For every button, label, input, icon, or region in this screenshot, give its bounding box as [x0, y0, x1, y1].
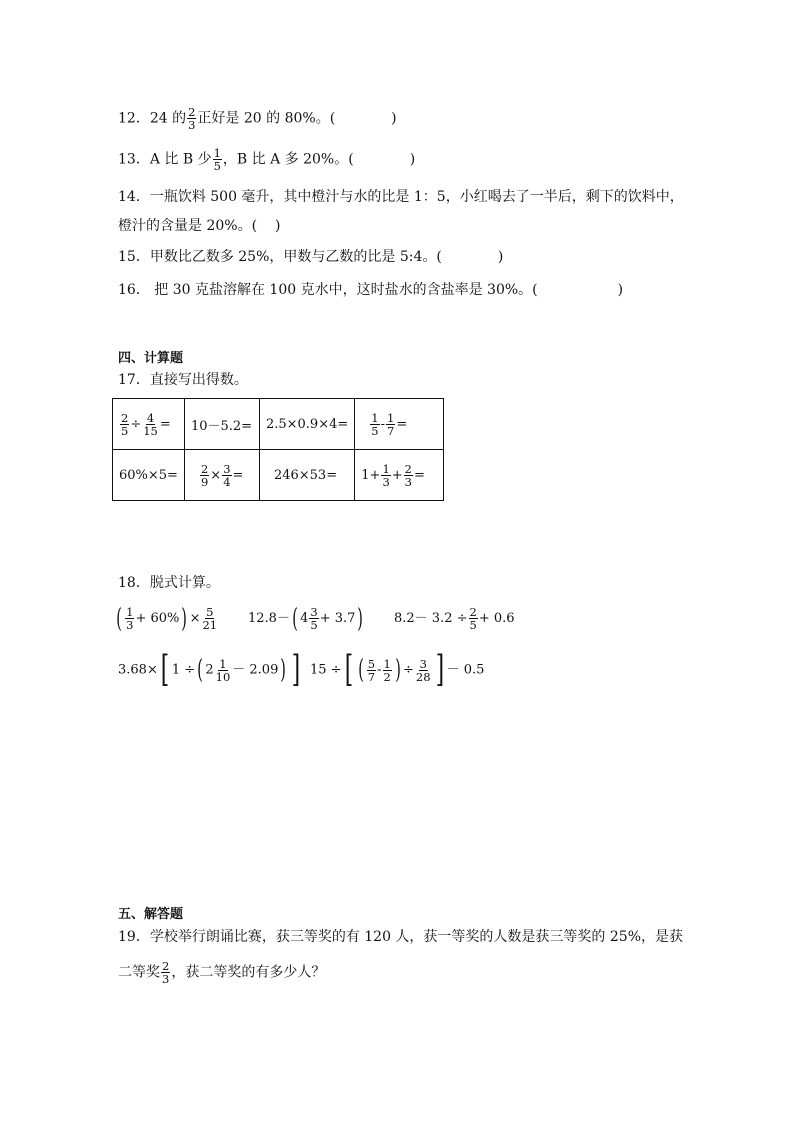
question-16: 16． 把 30 克盐溶解在 100 克水中，这时盐水的含盐率是 30%。( ) — [118, 282, 624, 298]
calc-cell-7: 246×53= — [259, 450, 354, 501]
section-5-heading: 五、解答题 — [118, 907, 184, 922]
q12-answer-paren: ) — [391, 110, 397, 127]
q13-answer-paren: ) — [409, 151, 416, 168]
question-14-line2: 橙汁的含量是 20%。( ) — [118, 218, 281, 234]
calc-cell-8: 1+ $\frac{1}{3}$ + $\frac{2}{3}$ = — [355, 450, 444, 501]
question-15: 15．甲数比乙数多 25%，甲数与乙数的比是 5:4。( ) — [118, 249, 504, 265]
calc-cell-5: 60%×5= — [113, 450, 185, 501]
expression-4: 3.68×[ 1 ÷( 2 $\frac{1}{10}$ － 2.09) ] — [118, 649, 300, 690]
calc-cell-3: 2.5×0.9×4= — [259, 399, 354, 450]
calc-table — [112, 398, 444, 501]
calc-cell-1: $\frac{2}{5}$ ÷ $\frac{4}{15}$ = — [113, 399, 185, 450]
question-13 — [118, 147, 415, 172]
question-19-line1: 19．学校举行朗诵比赛，获三等奖的有 120 人，获一等奖的人数是获三等奖的 25%，是获 — [118, 929, 684, 945]
q13-text: ，B 比 A 多 20%。( — [222, 151, 354, 168]
q13-prefix: 13．A 比 B 少 — [118, 151, 212, 168]
expression-1: ( $\frac{1}{3}$ + 60%) × $\frac{5}{21}$ — [116, 603, 218, 634]
question-14-line1: 14．一瓶饮料 500 毫升，其中橙汁与水的比是 1：5，小红喝去了一半后，剩下的饮料中， — [118, 189, 684, 205]
q12-prefix: 12．24 的 — [118, 110, 187, 127]
calc-cell-2: 10－5.2= — [184, 399, 259, 450]
section-4-heading: 四、计算题 — [118, 351, 184, 366]
q12-text: 正好是 20 的 80%。( — [197, 110, 336, 127]
expression-5: 15 ÷[ ( $\frac{5}{7}$ - $\frac{1}{2}$ ) ÷ $\frac{3}{28}$ ] － 0.5 — [310, 649, 485, 690]
question-12 — [118, 106, 397, 131]
question-18: 18．脱式计算。 — [118, 575, 220, 591]
expression-2: 12.8－( 4 $\frac{3}{5}$ + 3.7) — [248, 603, 364, 634]
calc-cell-6: $\frac{2}{9}$ × $\frac{3}{4}$ = — [184, 450, 259, 501]
q13-fraction: $\frac{1}{5}$ — [213, 146, 221, 173]
question-19-line2: 二等奖 $\frac{2}{3}$ ，获二等奖的有多少人？ — [118, 959, 326, 986]
expression-3: 8.2－ 3.2 ÷ $\frac{2}{5}$ + 0.6 — [394, 605, 515, 632]
question-17: 17．直接写出得数。 — [118, 372, 248, 388]
q12-fraction: $\frac{2}{3}$ — [188, 105, 196, 132]
calc-cell-4: $\frac{1}{5}$ - $\frac{1}{7}$ = — [355, 399, 444, 450]
